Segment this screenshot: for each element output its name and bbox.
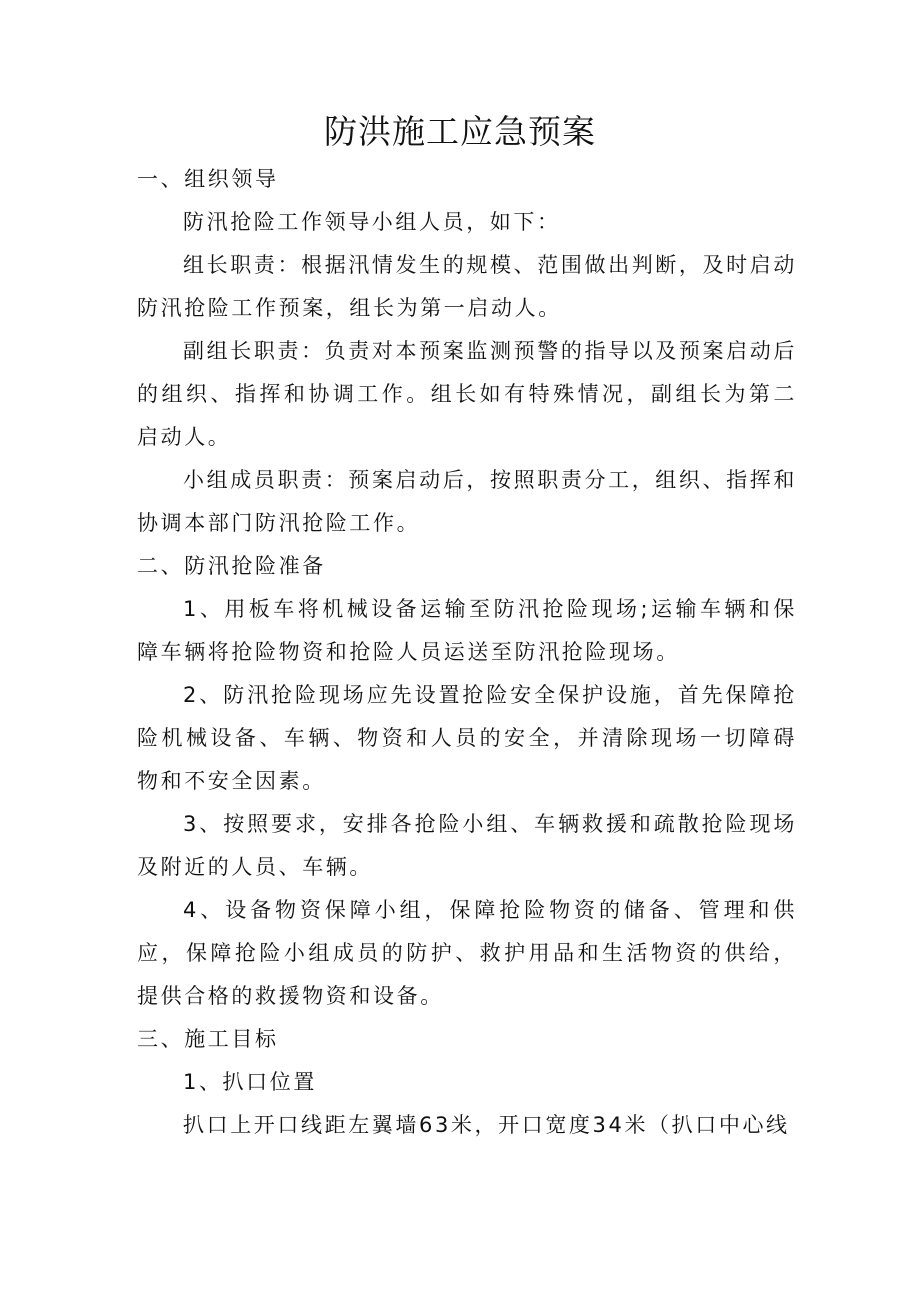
paragraph: 组长职责：根据汛情发生的规模、范围做出判断，及时启动防汛抢险工作预案，组长为第一启动人。 [137,253,797,320]
section-heading: 一、组织领导 [137,167,279,191]
section-heading: 三、施工目标 [137,1027,279,1051]
paragraph: 4、设备物资保障小组，保障抢险物资的储备、管理和供应，保障抢险小组成员的防护、救护用品和生活物资的供给，提供合格的救援物资和设备。 [137,898,797,1008]
paragraph: 扒口上开口线距左翼墙63米，开口宽度34米（扒口中心线 [183,1113,790,1137]
section-heading: 二、防汛抢险准备 [137,554,326,578]
subsection-heading: 1、扒口位置 [183,1070,317,1094]
paragraph: 防汛抢险工作领导小组人员，如下： [183,210,561,234]
paragraph: 2、防汛抢险现场应先设置抢险安全保护设施，首先保障抢险机械设备、车辆、物资和人员的安全，并清除现场一切障碍物和不安全因素。 [137,683,797,793]
paragraph: 1、用板车将机械设备运输至防汛抢险现场;运输车辆和保障车辆将抢险物资和抢险人员运送至防汛抢险现场。 [137,597,797,664]
paragraph: 副组长职责：负责对本预案监测预警的指导以及预案启动后的组织、指挥和协调工作。组长如有特殊情况，副组长为第二启动人。 [137,339,797,449]
paragraph: 小组成员职责：预案启动后，按照职责分工，组织、指挥和协调本部门防汛抢险工作。 [137,468,797,535]
document-title: 防洪施工应急预案 [324,112,596,151]
document-body [137,158,797,1147]
paragraph: 3、按照要求，安排各抢险小组、车辆救援和疏散抢险现场及附近的人员、车辆。 [137,812,797,879]
